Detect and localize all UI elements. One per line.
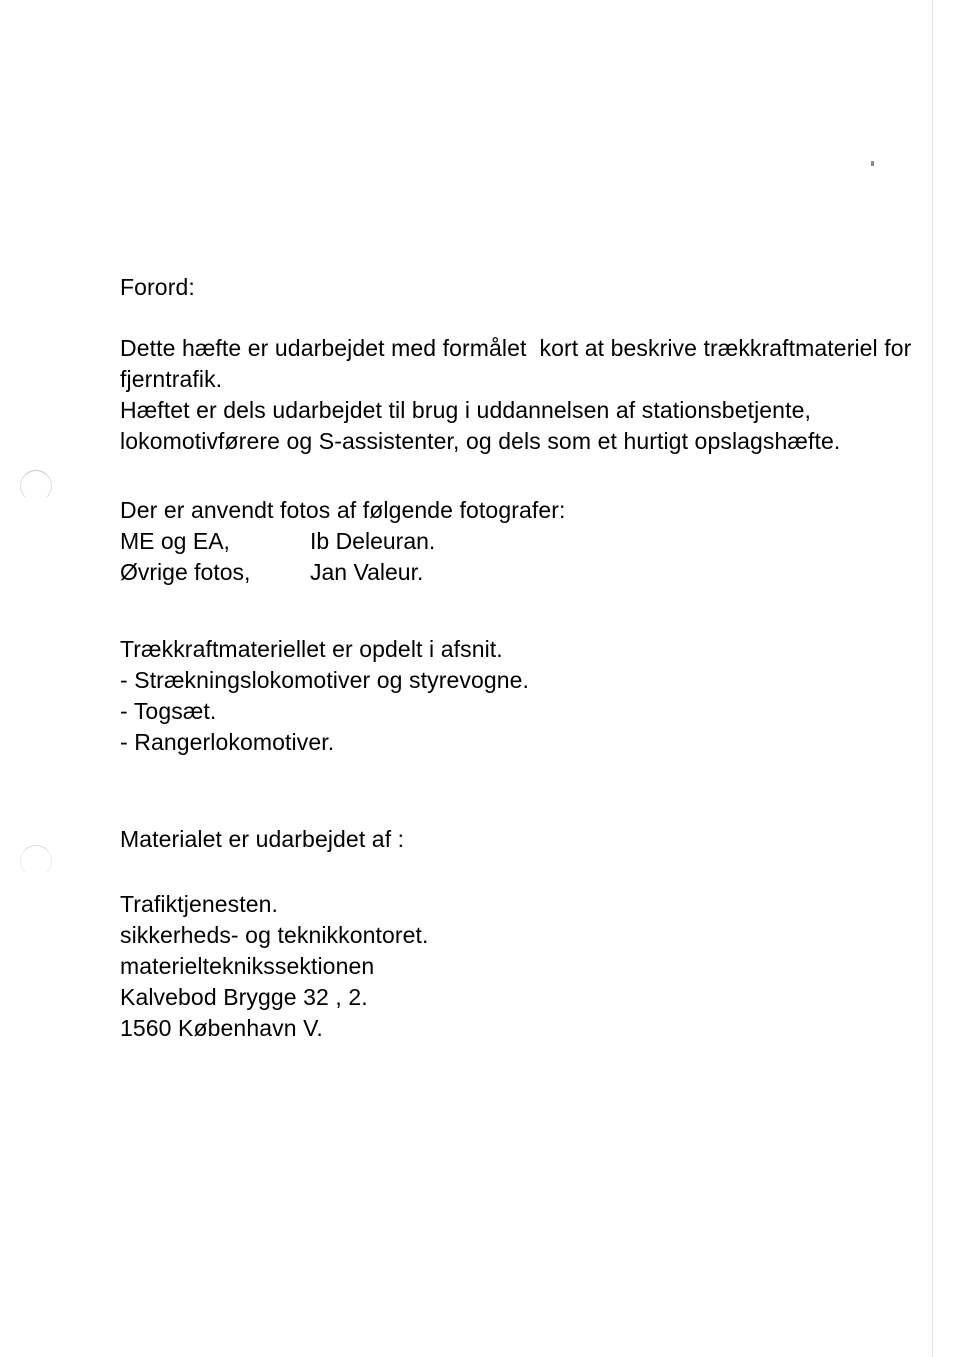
authors-intro: Materialet er udarbejdet af : <box>120 826 405 852</box>
section-list-item: - Rangerlokomotiver. <box>120 729 335 755</box>
photo-credit-role: Øvrige fotos, <box>120 559 251 585</box>
photo-credit-name: Jan Valeur. <box>310 559 424 585</box>
intro-paragraph <box>120 333 910 457</box>
spacer <box>120 457 910 495</box>
photo-credit-name: Ib Deleuran. <box>310 528 436 554</box>
scan-speck-icon <box>871 161 874 166</box>
section-list-item: - Strækningslokomotiver og styrevogne. <box>120 667 530 693</box>
photo-credit-row <box>120 526 910 557</box>
photo-credit-row <box>120 557 910 588</box>
address-line: 1560 København V. <box>120 1015 323 1041</box>
intro-line: fjerntrafik. <box>120 366 223 392</box>
spacer <box>120 303 910 333</box>
address-line: Trafiktjenesten. <box>120 891 278 917</box>
spacer <box>120 804 910 824</box>
intro-line: lokomotivførere og S-assistenter, og dels som et hurtigt opslagshæfte. <box>120 428 841 454</box>
address-line: materielteknikssektionen <box>120 953 375 979</box>
photo-credits-block <box>120 495 910 588</box>
authors-block <box>120 824 910 1044</box>
address-line: sikkerheds- og teknikkontoret. <box>120 922 429 948</box>
photo-credit-role: ME og EA, <box>120 528 230 554</box>
spacer <box>120 758 910 804</box>
intro-line: Dette hæfte er udarbejdet med formålet kort at beskrive trækkraftmateriel for <box>120 335 912 361</box>
sections-block <box>120 634 910 758</box>
intro-line: Hæftet er dels udarbejdet til brug i uddannelsen af stationsbetjente, <box>120 397 811 423</box>
punch-hole-icon <box>20 470 52 502</box>
section-list-item: - Togsæt. <box>120 698 217 724</box>
spacer <box>120 588 910 634</box>
scanned-page-edge-line <box>932 0 933 1357</box>
address-line: Kalvebod Brygge 32 , 2. <box>120 984 368 1010</box>
photo-credits-intro: Der er anvendt fotos af følgende fotografer: <box>120 497 566 523</box>
document-body <box>120 272 910 1044</box>
sections-intro: Trækkraftmateriellet er opdelt i afsnit. <box>120 636 503 662</box>
page-title: Forord: <box>120 274 195 300</box>
spacer <box>120 855 910 889</box>
punch-hole-icon <box>20 845 52 877</box>
